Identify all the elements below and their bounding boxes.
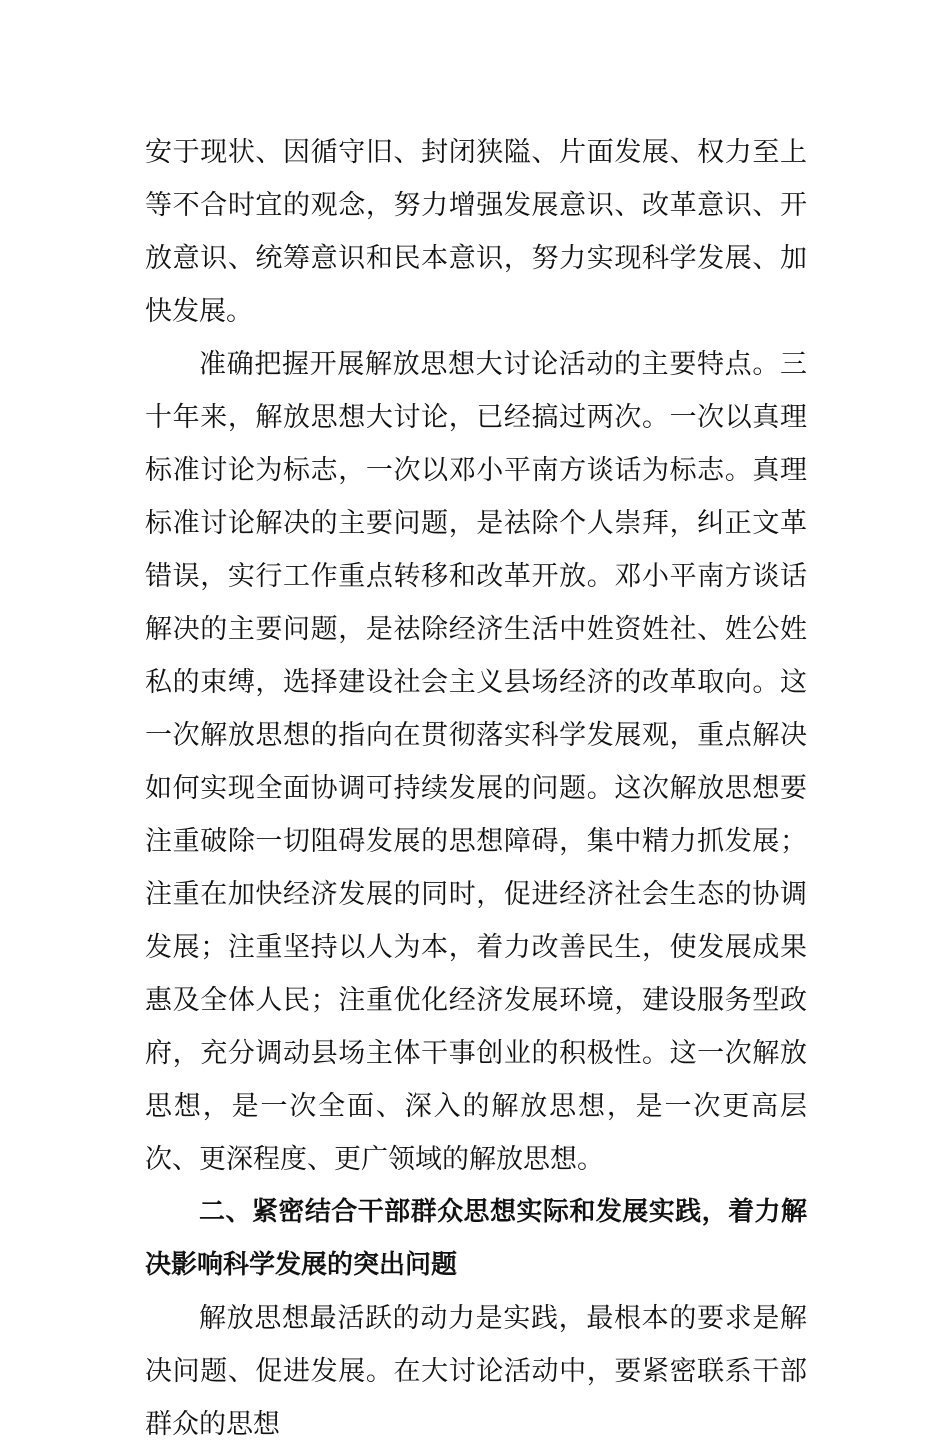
paragraph-main-features: 准确把握开展解放思想大讨论活动的主要特点。三十年来，解放思想大讨论，已经搞过两次。一次以真理标准讨论为标志，一次以邓小平南方谈话为标志。真理标准讨论解决的主要问题，是祛除个人崇拜，纠正文革错误，实行工作重点转移和改革开放。邓小平南方谈话解决的主要问题，是祛除经济生活中姓资姓社、姓公姓私的束缚，选择建设社会主义县场经济的改革取向。这一次解放思想的指向在贯彻落实科学发展观，重点解决如何实现全面协调可持续发展的问题。这次解放思想要注重破除一切阻碍发展的思想障碍，集中精力抓发展；注重在加快经济发展的同时，促进经济社会生态的协调发展；注重坚持以人为本，着力改善民生，使发展成果惠及全体人民；注重优化经济发展环境，建设服务型政府，充分调动县场主体干事创业的积极性。这一次解放思想，是一次全面、深入的解放思想，是一次更高层次、更深程度、更广领域的解放思想。 xyxy=(145,349,807,1175)
document-body xyxy=(145,126,807,1451)
paragraph-continuation: 安于现状、因循守旧、封闭狭隘、片面发展、权力至上等不合时宜的观念，努力增强发展意识、改革意识、开放意识、统筹意识和民本意识，努力实现科学发展、加快发展。 xyxy=(145,137,807,327)
section-heading-2: 二、紧密结合干部群众思想实际和发展实践，着力解决影响科学发展的突出问题 xyxy=(145,1197,807,1280)
paragraph-practice: 解放思想最活跃的动力是实践，最根本的要求是解决问题、促进发展。在大讨论活动中，要紧密联系干部群众的思想 xyxy=(145,1303,807,1440)
